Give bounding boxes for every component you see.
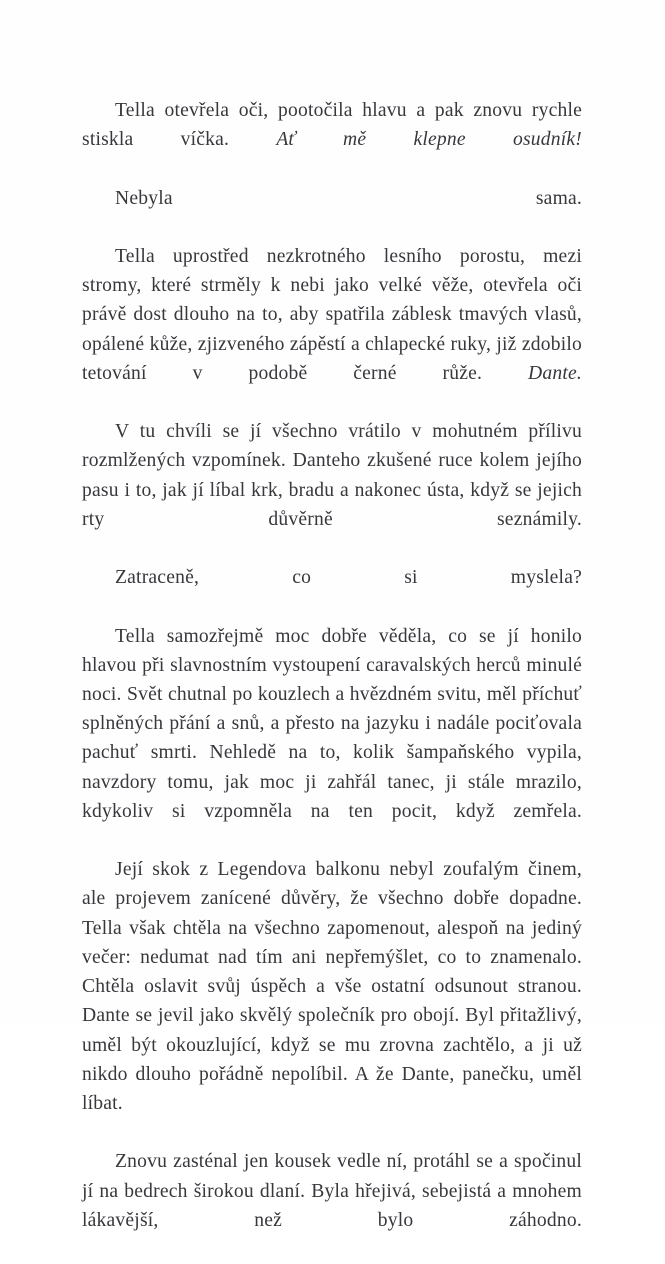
body-text: Tella uprostřed nezkrotného lesního porostu, mezi stromy, které strměly k nebi jako velké věže, otevřela oči právě dost dlouho na to, aby spatřila záblesk tmavých vlasů, opálené kůže, zjizveného zápěstí a chlapecké ruky, již zdobilo tetování v podobě černé růže. bbox=[82, 246, 582, 384]
body-text: V tu chvíli se jí všechno vrátilo v mohutném přílivu rozmlžených vzpomínek. Danteho zkušené ruce kolem jejího pasu i to, jak jí líbal krk, bradu a nakonec ústa, když se jejich rty důvěrně seznámily. bbox=[82, 421, 582, 530]
body-text: Tella samozřejmě moc dobře věděla, co se jí honilo hlavou při slavnostním vystoupení caravalských herců minulé noci. Svět chutnal po kouzlech a hvězdném svitu, měl příchuť splněných přání a snů, a přesto na jazyku i nadále pociťovala pachuť smrti. Nehledě na to, kolik šampaňského vypila, navzdory tomu, jak moc ji zahřál tanec, ji stále mrazilo, kdykoliv si vzpomněla na ten pocit, když zemřela. bbox=[82, 625, 582, 822]
paragraph bbox=[82, 417, 582, 563]
body-text-block bbox=[82, 96, 582, 1264]
paragraph bbox=[82, 184, 582, 242]
paragraph bbox=[82, 96, 582, 184]
paragraph bbox=[82, 242, 582, 417]
body-text: Nebyla sama. bbox=[115, 187, 582, 209]
paragraph bbox=[82, 563, 582, 621]
body-text: Zatraceně, co si myslela? bbox=[115, 567, 582, 589]
body-text: Její skok z Legendova balkonu nebyl zoufalým činem, ale projevem zanícené důvěry, že všechno dobře dopadne. Tella však chtěla na všechno zapomenout, alespoň na jediný večer: nedumat nad tím ani nepřemýšlet, co to znamenalo. Chtěla oslavit svůj úspěch a vše ostatní odsunout stranou. Dante se jevil jako skvělý společník pro obojí. Byl přitažlivý, uměl být okouzlující, když se mu zrovna zachtělo, a ji už nikdo dlouho pořádně nepolíbil. A že Dante, panečku, uměl líbat. bbox=[82, 859, 582, 1114]
body-text: Znovu zasténal jen kousek vedle ní, protáhl se a spočinul jí na bedrech širokou dlaní. Byla hřejivá, sebejistá a mnohem lákavější, než bylo záhodno. bbox=[82, 1151, 582, 1231]
emphasis-text: Ať mě klepne osudník! bbox=[276, 129, 582, 151]
body-text: Tella otevřela oči, pootočila hlavu a pak znovu rychle stiskla víčka. bbox=[82, 100, 582, 151]
paragraph bbox=[82, 622, 582, 856]
emphasis-text: Dante. bbox=[528, 362, 582, 384]
paragraph bbox=[82, 855, 582, 1147]
paragraph bbox=[82, 1147, 582, 1264]
